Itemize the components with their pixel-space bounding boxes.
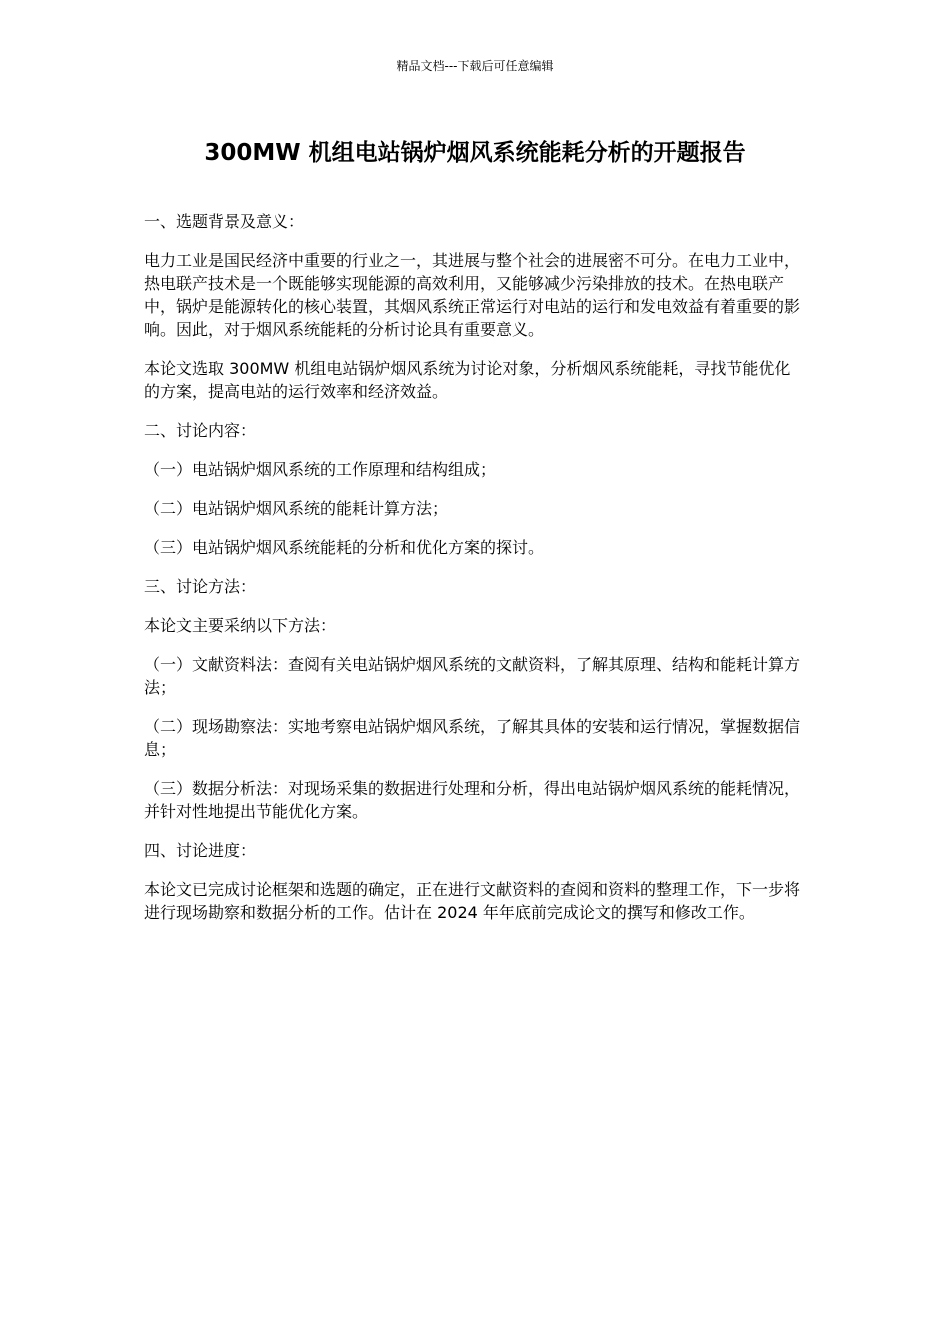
paragraph-methods-intro: 本论文主要采纳以下方法： xyxy=(144,616,337,635)
document-body xyxy=(144,210,800,940)
section-heading-background: 一、选题背景及意义： xyxy=(144,212,305,231)
section-heading-content: 二、讨论内容： xyxy=(144,421,257,440)
list-item-method-3: （三）数据分析法：对现场采集的数据进行处理和分析，得出电站锅炉烟风系统的能耗情况，并针对性地提出节能优化方案。 xyxy=(144,779,801,821)
section-heading-progress: 四、讨论进度： xyxy=(144,841,257,860)
list-item-method-1: （一）文献资料法：查阅有关电站锅炉烟风系统的文献资料，了解其原理、结构和能耗计算方法； xyxy=(144,655,801,697)
section-heading-methods: 三、讨论方法： xyxy=(144,577,257,596)
paragraph-progress: 本论文已完成讨论框架和选题的确定，正在进行文献资料的查阅和资料的整理工作，下一步将进行现场勘察和数据分析的工作。估计在 2024 年年底前完成论文的撰写和修改工作。 xyxy=(144,880,801,922)
list-item-method-2: （二）现场勘察法：实地考察电站锅炉烟风系统，了解其具体的安装和运行情况，掌握数据信息； xyxy=(144,717,801,759)
page-header: 精品文档---下载后可任意编辑 xyxy=(396,59,554,73)
list-item-content-1: （一）电站锅炉烟风系统的工作原理和结构组成； xyxy=(144,460,497,479)
paragraph-background: 电力工业是国民经济中重要的行业之一，其进展与整个社会的进展密不可分。在电力工业中，热电联产技术是一个既能够实现能源的高效利用，又能够减少污染排放的技术。在热电联产中，锅炉是能源转化的核心装置，其烟风系统正常运行对电站的运行和发电效益有着重要的影响。因此，对于烟风系统能耗的分析讨论具有重要意义。 xyxy=(144,251,801,339)
list-item-content-2: （二）电站锅炉烟风系统的能耗计算方法； xyxy=(144,499,449,518)
paragraph-objective: 本论文选取 300MW 机组电站锅炉烟风系统为讨论对象，分析烟风系统能耗，寻找节能优化的方案，提高电站的运行效率和经济效益。 xyxy=(144,359,791,401)
list-item-content-3: （三）电站锅炉烟风系统能耗的分析和优化方案的探讨。 xyxy=(144,538,545,557)
document-title: 300MW 机组电站锅炉烟风系统能耗分析的开题报告 xyxy=(204,140,746,166)
